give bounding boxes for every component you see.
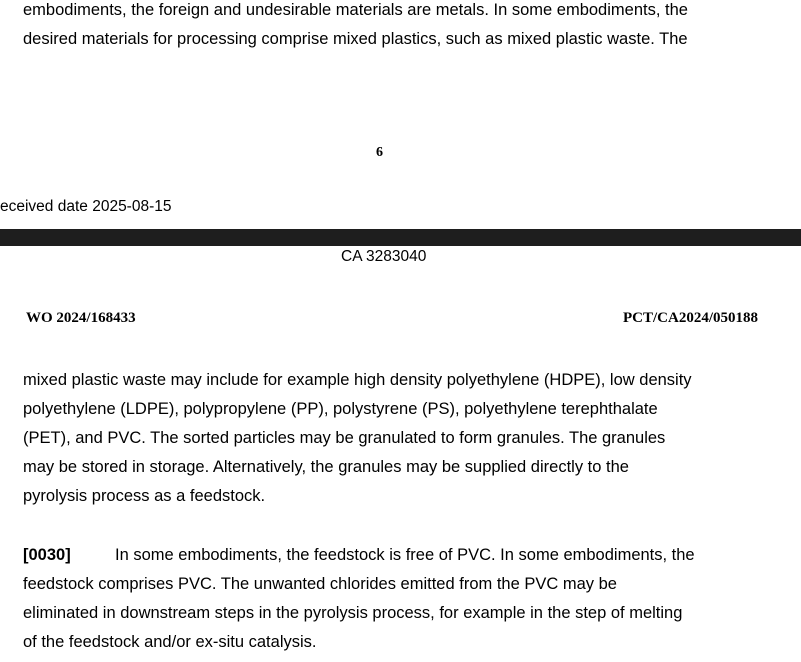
- text-line: (PET), and PVC. The sorted particles may be granulated to form granules. The granules: [23, 429, 666, 447]
- text-line: may be stored in storage. Alternatively, the granules may be supplied directly to the: [23, 458, 629, 476]
- paragraph-first-line: [23, 545, 695, 565]
- text-line: In some embodiments, the feedstock is free of PVC. In some embodiments, the: [115, 546, 695, 564]
- page-number: 6: [376, 145, 383, 160]
- text-line: polyethylene (LDPE), polypropylene (PP), polystyrene (PS), polyethylene terephthalate: [23, 400, 658, 418]
- received-date-stamp: eceived date 2025-08-15: [0, 198, 172, 215]
- text-line: feedstock comprises PVC. The unwanted chlorides emitted from the PVC may be: [23, 575, 617, 593]
- ca-patent-number: CA 3283040: [341, 248, 427, 265]
- page-separator-bar: [0, 229, 801, 246]
- text-line: embodiments, the foreign and undesirable materials are metals. In some embodiments, the: [23, 1, 688, 19]
- text-line: eliminated in downstream steps in the pyrolysis process, for example in the step of melting: [23, 604, 683, 622]
- pct-application-number: PCT/CA2024/050188: [623, 310, 758, 326]
- text-line: mixed plastic waste may include for example high density polyethylene (HDPE), low density: [23, 371, 692, 389]
- paragraph-number: [0030]: [23, 546, 71, 564]
- wo-publication-number: WO 2024/168433: [26, 310, 136, 326]
- text-line: pyrolysis process as a feedstock.: [23, 487, 266, 505]
- text-line: desired materials for processing comprise mixed plastics, such as mixed plastic waste. The: [23, 30, 688, 48]
- text-line: of the feedstock and/or ex-situ catalysis.: [23, 633, 317, 651]
